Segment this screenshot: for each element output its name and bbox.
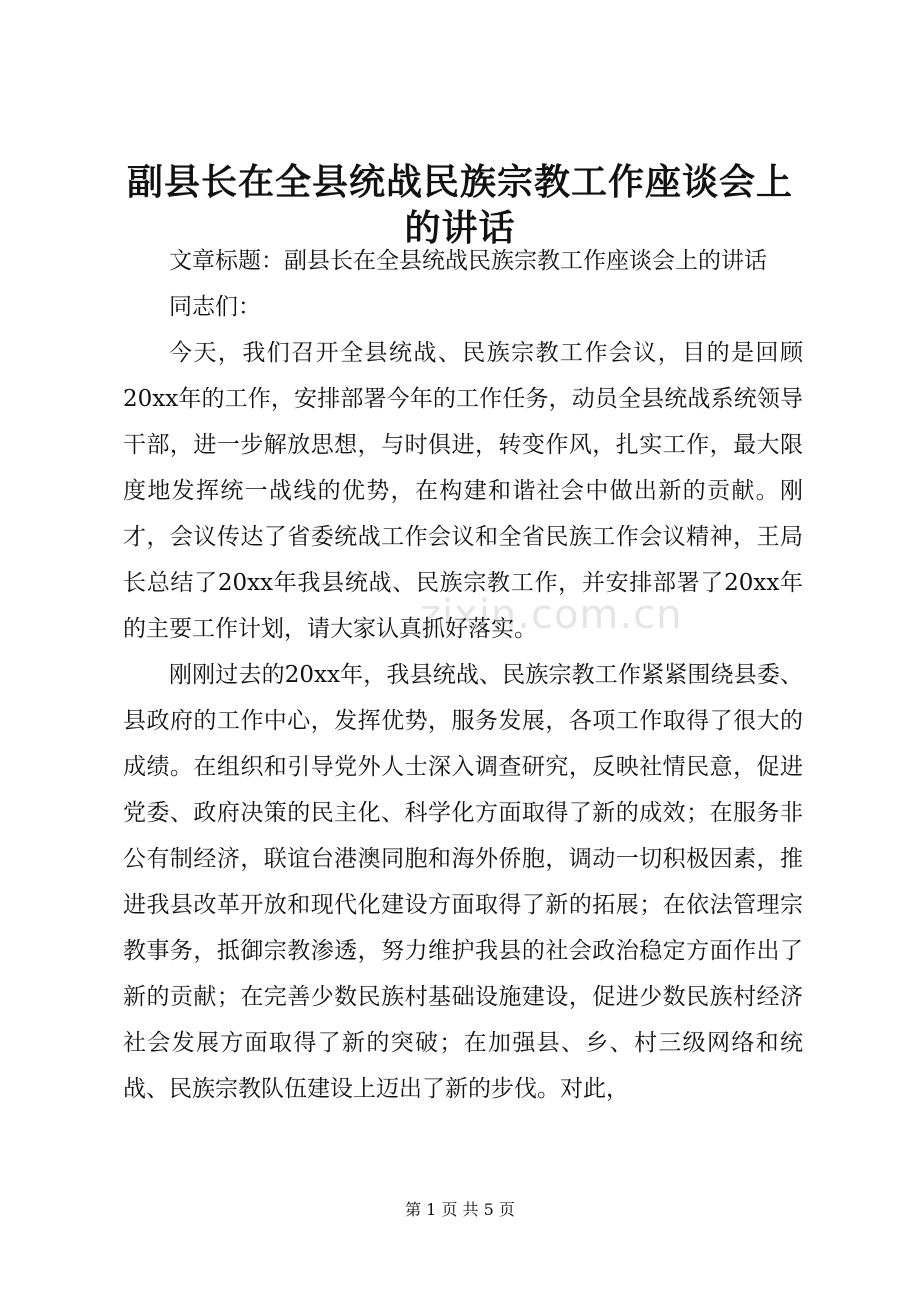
paragraph-achievements: 刚刚过去的20xx年，我县统战、民族宗教工作紧紧围绕县委、县政府的工作中心，发挥优势，服务发展，各项工作取得了很大的成绩。在组织和引导党外人士深入调查研究，反映社情民意，促进党委、政府决策的民主化、科学化方面取得了新的成效；在服务非公有制经济，联谊台港澳同胞和海外侨胞，调动一切积极因素，推进我县改革开放和现代化建设方面取得了新的拓展；在依法管理宗教事务，抵御宗教渗透，努力维护我县的社会政治稳定方面作出了新的贡献；在完善少数民族村基础设施建设，促进少数民族村经济社会发展方面取得了新的突破；在加强县、乡、村三级网络和统战、民族宗教队伍建设上迈出了新的步伐。对此， <box>123 662 803 1102</box>
document-title: 副县长在全县统战民族宗教工作座谈会上的讲话 <box>126 162 793 249</box>
paragraph-salutation: 同志们： <box>169 294 261 320</box>
page-footer: 第 1 页 共 5 页 <box>405 1200 515 1219</box>
paragraph-opening: 今天，我们召开全县统战、民族宗教工作会议，目的是回顾20xx年的工作，安排部署今年的工作任务，动员全县统战系统领导干部，进一步解放思想，与时俱进，转变作风，扎实工作，最大限度地发挥统一战线的优势，在构建和谐社会中做出新的贡献。刚才，会议传达了省委统战工作会议和全省民族工作会议精神，王局长总结了20xx年我县统战、民族宗教工作，并安排部署了20xx年的主要工作计划，请大家认真抓好落实。 <box>123 340 803 642</box>
watermark: zixin.com.cn <box>420 592 683 638</box>
document-body <box>123 238 803 1112</box>
paragraph-article-title: 文章标题：副县长在全县统战民族宗教工作座谈会上的讲话 <box>169 248 767 274</box>
